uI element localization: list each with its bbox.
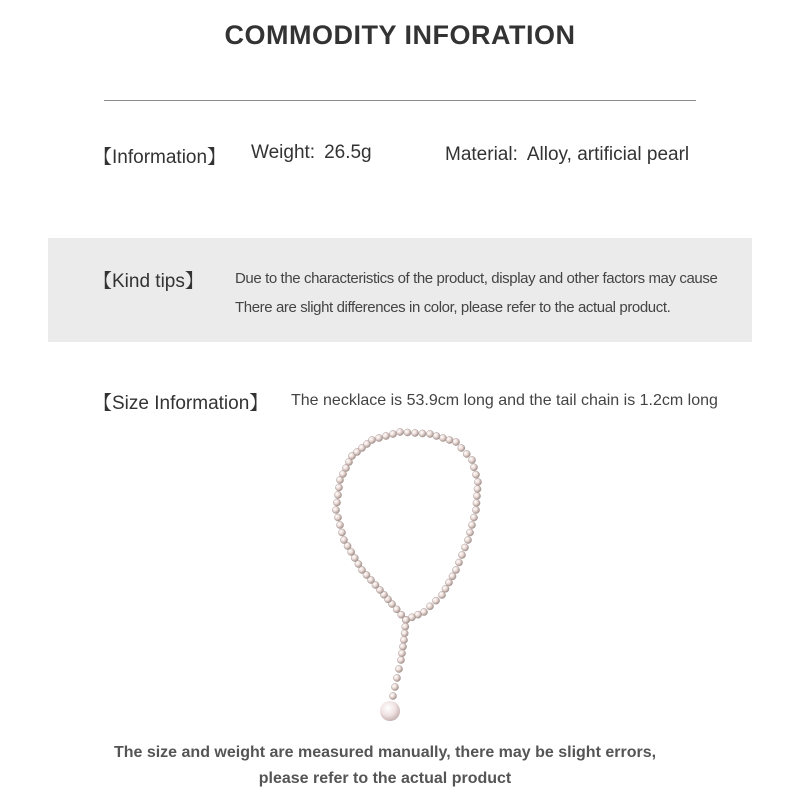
necklace-bead (382, 432, 389, 439)
necklace-bead (401, 630, 408, 637)
necklace-bead (458, 444, 465, 451)
necklace-bead (458, 551, 465, 558)
necklace-bead (399, 643, 406, 650)
necklace-bead (466, 529, 473, 536)
necklace-bead (404, 429, 411, 436)
necklace-bead (468, 521, 475, 528)
information-row (0, 142, 800, 172)
necklace-bead (368, 436, 375, 443)
footer-note (0, 740, 770, 792)
size-information-text: The necklace is 53.9cm long and the tail chain is 1.2cm long (291, 392, 718, 409)
page-title: COMMODITY INFORATION (224, 20, 576, 50)
kind-tips-panel (48, 238, 752, 342)
necklace-bead (389, 692, 396, 699)
necklace-bead (449, 573, 456, 580)
necklace-bead (474, 485, 481, 492)
weight-info (251, 142, 372, 164)
necklace-bead (395, 665, 402, 672)
size-information-label: 【Size Information】 (93, 393, 269, 414)
necklace-bead (336, 521, 343, 528)
necklace-bead (411, 429, 418, 436)
necklace-bead (419, 430, 426, 437)
necklace-bead (340, 536, 347, 543)
necklace-bead (375, 434, 382, 441)
necklace-bead (426, 430, 433, 437)
necklace-bead (389, 430, 396, 437)
necklace-bead (461, 544, 468, 551)
kind-tips-line-1: Due to the characteristics of the product, display and other factors may cause (235, 270, 718, 287)
weight-label: Weight: (251, 142, 316, 163)
necklace-bead (468, 456, 475, 463)
necklace-bead (398, 650, 405, 657)
necklace-bead (446, 436, 453, 443)
information-label: 【Information】 (93, 147, 227, 168)
kind-tips-line-2: There are slight differences in color, please refer to the actual product. (235, 299, 671, 316)
necklace-bead (433, 432, 440, 439)
necklace-bead (402, 616, 409, 623)
material-label: Material: (445, 144, 518, 165)
necklace-bead (472, 471, 479, 478)
necklace-bead (452, 566, 459, 573)
necklace-bead (393, 674, 400, 681)
necklace-bead (463, 450, 470, 457)
necklace-bead (334, 491, 341, 498)
size-information-row (0, 388, 800, 418)
necklace-bead (445, 579, 452, 586)
necklace-bead (396, 428, 403, 435)
necklace-bead (338, 529, 345, 536)
necklace-bead (473, 492, 480, 499)
necklace-bead (442, 585, 449, 592)
weight-value: 26.5g (324, 142, 372, 163)
necklace-bead (402, 623, 409, 630)
necklace-bead (455, 559, 462, 566)
necklace-bead (474, 478, 481, 485)
necklace-bead (464, 536, 471, 543)
footer-line-1: The size and weight are measured manually, there may be slight errors, (113, 744, 657, 761)
footer-line-2: please refer to the actual product (258, 770, 512, 787)
necklace-bead (452, 438, 459, 445)
necklace-bead (397, 656, 404, 663)
necklace-bead (470, 464, 477, 471)
necklace-bead (332, 506, 339, 513)
necklace-bead (472, 506, 479, 513)
necklace-bead (400, 636, 407, 643)
necklace-bead (432, 597, 439, 604)
material-info (445, 144, 689, 166)
kind-tips-label: 【Kind tips】 (93, 271, 204, 292)
necklace-bead (335, 484, 342, 491)
title-divider (104, 100, 696, 101)
necklace-bead (334, 514, 341, 521)
necklace-bead (473, 499, 480, 506)
necklace-bead (391, 683, 398, 690)
necklace-image (300, 420, 510, 730)
material-value: Alloy, artificial pearl (526, 144, 690, 165)
necklace-bead (470, 514, 477, 521)
necklace-bead (438, 591, 445, 598)
necklace-bead (439, 434, 446, 441)
pearl-pendant (380, 701, 400, 721)
necklace-bead (333, 499, 340, 506)
necklace-bead (426, 603, 433, 610)
bead-chain (332, 428, 481, 699)
